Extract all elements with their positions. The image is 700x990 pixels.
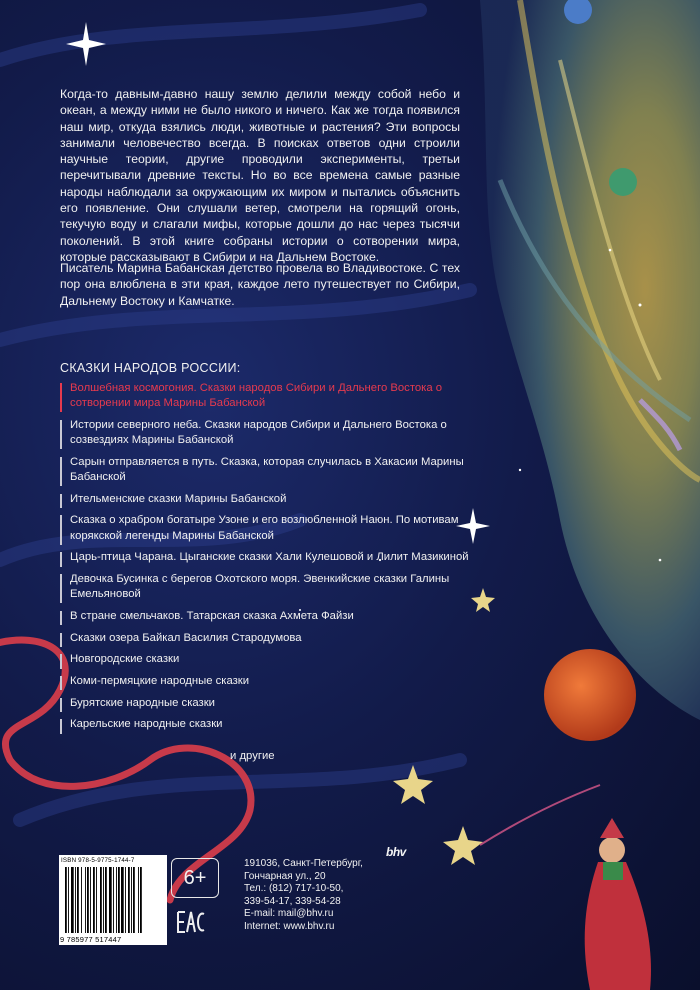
series-item: Волшебная космогония. Сказки народов Сибири и Дальнего Востока о сотворении мира Марины Бабанской [60,381,480,414]
series-item: Сарын отправляется в путь. Сказка, которая случилась в Хакасии Марины Бабанской [60,455,480,488]
eac-mark-icon [176,910,206,934]
address-line: Гончарная ул., 20 [244,870,326,882]
series-item: Ительменские сказки Марины Бабанской [60,492,480,510]
series-item: Бурятские народные сказки [60,696,480,714]
green-planet [609,168,637,196]
barcode-digits: 9 785977 517447 [60,935,122,944]
girl-figure [480,785,651,990]
series-item: Карельские народные сказки [60,717,480,735]
orange-planet [544,649,636,741]
star-icon [66,22,106,66]
publisher-address [244,858,363,933]
publisher-logo: bhv [386,845,406,859]
phone-line: 339-54-17, 339-54-28 [244,895,341,907]
series-title: СКАЗКИ НАРОДОВ РОССИИ: [60,361,241,375]
age-rating-badge: 6+ [171,858,219,898]
series-item: Сказки озера Байкал Василия Стародумова [60,631,480,649]
author-bio: Писатель Марина Бабанская детство провела во Владивостоке. С тех пор она влюблена в эти края, каждое лето путешествует по Сибири, Дальнему Востоку и Камчатке. [60,261,460,308]
blurb-paragraph-1: Когда-то давным-давно нашу землю делили между собой небо и океан, а между ними не было никого и ничего. Как же тогда появился наш мир, откуда взялись люди, животные и растения? Эти вопросы занимали человечество всегда. В поисках ответов одни строили научные теории, другие проводили эксперименты, третьи перечитывали древние тексты. Но во все времена самые разные народы наблюдали за окружающим их миром и пытались объяснить его появление. Они слушали ветер, смотрели на горящий огонь, текучую воду и слагали мифы, которые дошли до нас через тысячи поколений. В этой книге собраны истории о сотворении мира, которые рассказывают в Сибири и на Дальнем Востоке. [60,87,460,264]
barcode [59,855,167,945]
phone-line: Тел.: (812) 717-10-50, [244,883,344,894]
series-item: Сказка о храбром богатыре Узоне и его возлюбленной Наюн. По мотивам корякской легенды Марины Бабанской [60,513,480,546]
barcode-bars [63,867,167,933]
email-line: E-mail: mail@bhv.ru [244,908,334,919]
series-list [60,381,480,739]
website-line: Internet: www.bhv.ru [244,920,335,932]
series-item: Истории северного неба. Сказки народов Сибири и Дальнего Востока о созвездиях Марины Бабанской [60,418,480,451]
address-line: 191036, Санкт-Петербург, [244,858,363,869]
series-item: Царь-птица Чарана. Цыганские сказки Хали Кулешовой и Лилит Мазикиной [60,550,480,568]
series-item: Новгородские сказки [60,652,480,670]
isbn-label: ISBN 978-5-9775-1744-7 [61,857,135,864]
series-others: и другие [230,750,275,762]
series-item: Девочка Бусинка с берегов Охотского моря. Эвенкийские сказки Галины Емельяновой [60,572,480,605]
galaxy-swirl [480,0,700,720]
series-item: В стране смельчаков. Татарская сказка Ахмета Файзи [60,609,480,627]
series-item: Коми-пермяцкие народные сказки [60,674,480,692]
